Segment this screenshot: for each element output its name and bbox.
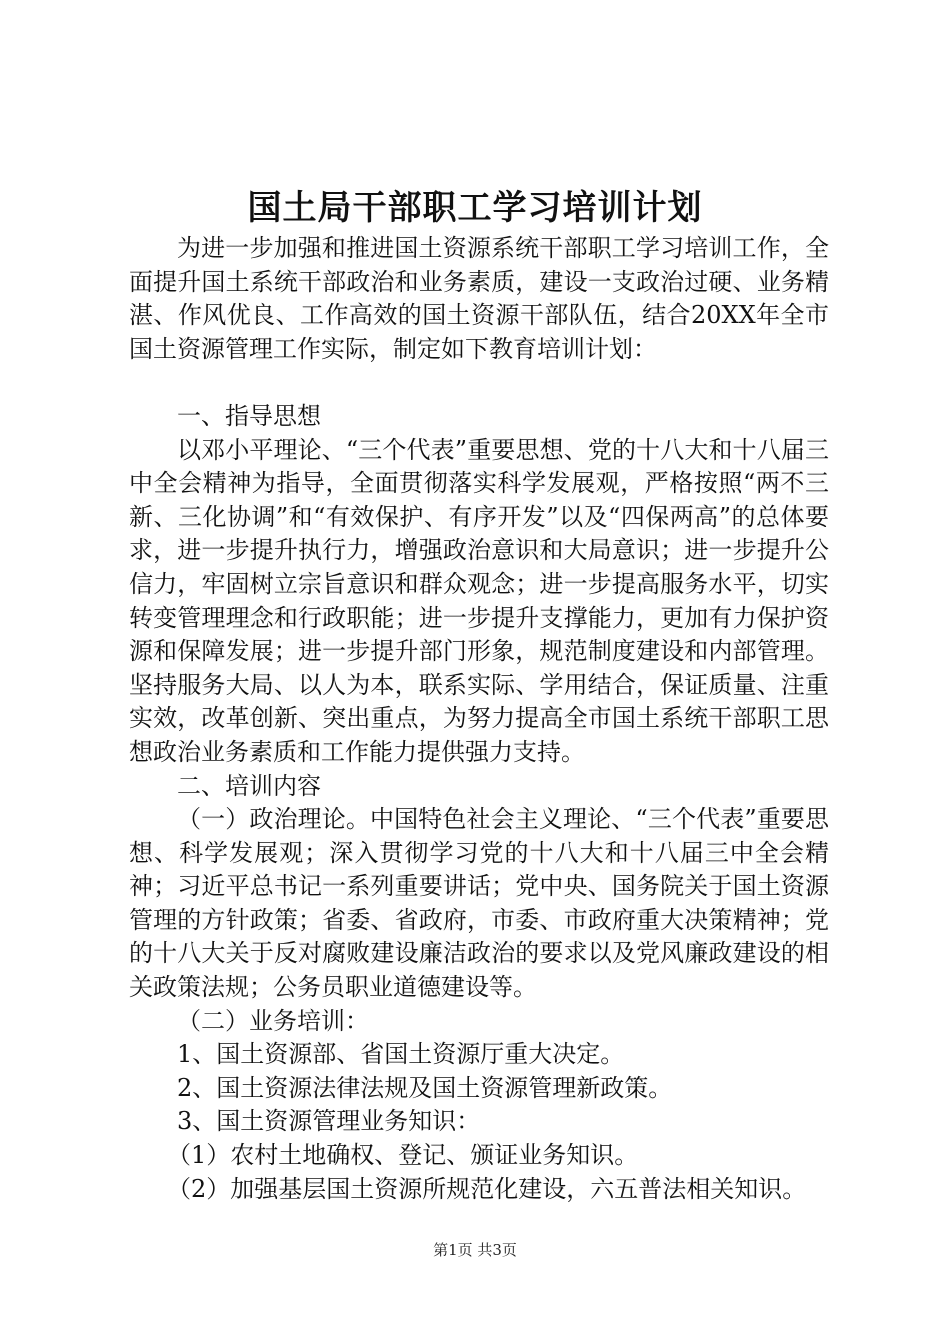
document-body xyxy=(129,232,829,1206)
section2-heading: 二、培训内容 xyxy=(177,771,321,800)
intro-paragraph: 为进一步加强和推进国土资源系统干部职工学习培训工作，全面提升国土系统干部政治和业务素质，建设一支政治过硬、业务精湛、作风优良、工作高效的国土资源干部队伍，结合20XX年全市国土资源管理工作实际，制定如下教育培训计划： xyxy=(129,234,829,363)
spacer xyxy=(129,366,829,400)
document-title: 国土局干部职工学习培训计划 xyxy=(247,188,703,228)
section1-heading: 一、指导思想 xyxy=(177,401,321,430)
page-footer: 第1页 共3页 xyxy=(433,1241,517,1259)
list-item: 3、国土资源管理业务知识： xyxy=(177,1107,481,1136)
section1-paragraph: 以邓小平理论、“三个代表”重要思想、党的十八大和十八届三中全会精神为指导，全面贯彻落实科学发展观，严格按照“两不三新、三化协调”和“有效保护、有序开发”以及“四保两高”的总体要求，进一步提升执行力，增强政治意识和大局意识；进一步提升公信力，牢固树立宗旨意识和群众观念；进一步提高服务水平，切实转变管理理念和行政职能；进一步提升支撑能力，更加有力保护资源和保障发展；进一步提升部门形象，规范制度建设和内部管理。坚持服务大局、以人为本，联系实际、学用结合，保证质量、注重实效，改革创新、突出重点，为努力提高全市国土系统干部职工思想政治业务素质和工作能力提供强力支持。 xyxy=(129,435,829,766)
sub-list-item: （1）农村土地确权、登记、颁证业务知识。 xyxy=(167,1141,639,1170)
list-item: 2、国土资源法律法规及国土资源管理新政策。 xyxy=(177,1073,673,1102)
list-item: 1、国土资源部、省国土资源厅重大决定。 xyxy=(177,1040,625,1069)
sub-list-item: （2）加强基层国土资源所规范化建设，六五普法相关知识。 xyxy=(167,1174,807,1203)
section2-sub1-paragraph: （一）政治理论。中国特色社会主义理论、“三个代表”重要思想、科学发展观；深入贯彻学习党的十八大和十八届三中全会精神；习近平总书记一系列重要讲话；党中央、国务院关于国土资源管理的方针政策；省委、省政府，市委、市政府重大决策精神；党的十八大关于反对腐败建设廉洁政治的要求以及党风廉政建设的相关政策法规；公务员职业道德建设等。 xyxy=(129,805,829,1002)
section2-sub2-heading: （二）业务培训： xyxy=(177,1006,369,1035)
